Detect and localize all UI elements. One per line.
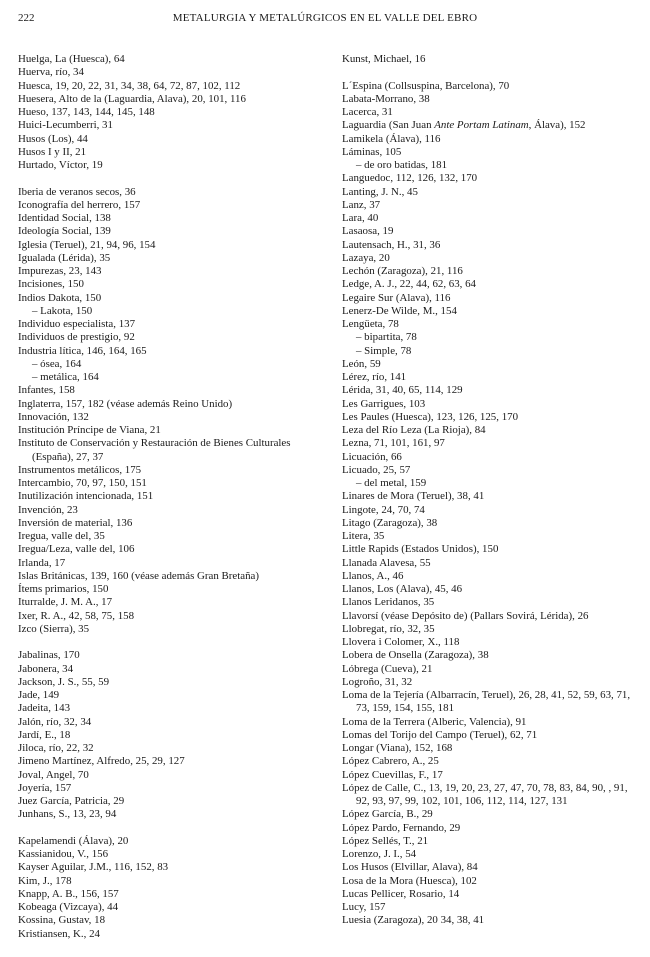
index-entry: Litago (Zaragoza), 38 [342,516,438,529]
index-entry: Iglesia (Teruel), 21, 94, 96, 154 [18,238,156,251]
index-entry: Incisiones, 150 [18,278,84,291]
index-entry-text: Laguardia (San Juan [342,119,435,132]
index-entry: Iberia de veranos secos, 36 [18,185,136,198]
index-entry: Ítems primarios, 150 [18,583,109,595]
index-entry: Kapelamendi (Álava), 20 [18,834,129,847]
index-entry: Izco (Sierra), 35 [18,622,90,635]
index-subentry: – ósea, 164 [32,357,82,370]
index-entry: Juez García, Patricia, 29 [18,795,125,807]
index-entry: Jalón, río, 32, 34 [18,715,92,728]
index-entry: Inglaterra, 157, 182 (véase además Reino Unido) [18,397,233,410]
index-entry: Lomas del Torijo del Campo (Teruel), 62, 71 [342,728,538,741]
index-entry: Litera, 35 [342,530,385,542]
index-entry: Ledge, A. J., 22, 44, 62, 63, 64 [342,278,477,291]
index-entry: Licuación, 66 [342,450,402,463]
page-number: 222 [18,12,35,24]
index-entry: Kassianidou, V., 156 [18,848,109,860]
index-entry: Iturralde, J. M. A., 17 [18,596,113,609]
index-entry: Huesca, 19, 20, 22, 31, 34, 38, 64, 72, 87, 102, 112 [18,79,241,92]
index-entry: Jade, 149 [18,689,60,701]
index-entry: Leza del Río Leza (La Rioja), 84 [342,424,486,436]
index-entry: López Cabrero, A., 25 [342,755,439,768]
index-entry: Jackson, J. S., 55, 59 [18,675,110,688]
index-entry: Joyería, 157 [18,781,72,794]
running-title: METALURGIA Y METALÚRGICOS EN EL VALLE DEL EBRO [172,12,478,24]
index-entry: Inversión de material, 136 [18,516,133,529]
index-entry: Llanada Alavesa, 55 [342,556,431,569]
index-entry: Kossina, Gustav, 18 [18,914,106,927]
index-entry: Husos (Los), 44 [18,132,88,145]
index-entry: López Cuevillas, F., 17 [342,768,443,781]
index-entry: Ideología Social, 139 [18,225,111,238]
index-entry: Junhans, S., 13, 23, 94 [18,808,117,821]
index-entry: Lóbrega (Cueva), 21 [342,662,433,675]
index-subentry: – metálica, 164 [32,371,99,383]
index-entry: Iregua, valle del, 35 [18,530,105,542]
index-entry: Intercambio, 70, 97, 150, 151 [18,477,147,489]
index-entry: Lucy, 157 [342,901,386,913]
index-entry: Kobeaga (Vizcaya), 44 [18,901,119,913]
index-entry: Llanos Leridanos, 35 [342,596,435,609]
index-entry: Lanting, J. N., 45 [342,185,418,198]
index-entry: Láminas, 105 [342,145,402,158]
index-entry: Joval, Angel, 70 [18,768,89,781]
index-column-left [18,53,318,941]
index-entry: Lucas Pellicer, Rosario, 14 [342,887,460,900]
index-entry: López Sellés, T., 21 [342,834,429,847]
index-entry: Hueso, 137, 143, 144, 145, 148 [18,106,155,118]
index-entry: Lérida, 31, 40, 65, 114, 129 [342,384,463,397]
index-entry: Llobregat, río, 32, 35 [342,622,435,635]
index-entry: Instituto de Conservación y Restauración de Bienes Culturales (España), 27, 37 [18,437,291,463]
index-entry: Lara, 40 [342,212,379,224]
index-entry [342,119,637,132]
index-entry: Knapp, A. B., 156, 157 [18,887,119,900]
index-entry: Impurezas, 23, 143 [18,265,102,277]
index-entry: López Pardo, Fernando, 29 [342,821,461,834]
index-entry: Languedoc, 112, 126, 132, 170 [342,172,478,185]
index-entry: Lasaosa, 19 [342,225,394,238]
index-entry: Lenerz-De Wilde, M., 154 [342,304,457,317]
index-entry: Huelga, La (Huesca), 64 [18,53,125,65]
index-entry: Lamikela (Álava), 116 [342,132,441,145]
index-entry: Labata-Morrano, 38 [342,92,430,105]
index-entry: Ixer, R. A., 42, 58, 75, 158 [18,609,135,622]
index-entry: Lingote, 24, 70, 74 [342,503,425,516]
index-entry: Logroño, 31, 32 [342,675,413,688]
index-subentry: – de oro batidas, 181 [356,159,448,171]
index-entry: Jardí, E., 18 [18,728,71,741]
index-entry: Inutilización intencionada, 151 [18,490,154,503]
index-entry: Luesia (Zaragoza), 20 34, 38, 41 [342,914,485,927]
index-entry: Jimeno Martínez, Alfredo, 25, 29, 127 [18,755,185,768]
index-entry: Lechón (Zaragoza), 21, 116 [342,265,463,277]
index-entry: Lengüeta, 78 [342,318,399,330]
index-subentry: – del metal, 159 [356,477,427,489]
index-entry: Little Rapids (Estados Unidos), 150 [342,543,499,556]
index-subentry: – bipartita, 78 [356,331,417,344]
index-entry: Industria lítica, 146, 164, 165 [18,344,147,357]
index-entry: Lobera de Onsella (Zaragoza), 38 [342,649,489,662]
index-entry: Llovera i Colomer, X., 118 [342,636,460,648]
index-entry: Institución Príncipe de Viana, 21 [18,424,161,436]
index-subentry: – Simple, 78 [356,344,412,357]
letter-section-gap [18,636,318,649]
index-entry: Lanz, 37 [342,198,381,211]
index-entry: Lérez, río, 141 [342,371,407,383]
index-entry: Lacerca, 31 [342,106,393,118]
index-entry: Loma de la Tejería (Albarracín, Teruel), 26, 28, 41, 52, 59, 63, 71, 73, 159, 154, 155, 181 [342,689,631,715]
index-entry: Kunst, Michael, 16 [342,53,426,65]
index-entry: Kristiansen, K., 24 [18,927,100,940]
index-entry: Iregua/Leza, valle del, 106 [18,543,135,556]
index-entry: Licuado, 25, 57 [342,463,411,476]
index-entry: Huerva, río, 34 [18,66,84,79]
index-subentry: – Lakota, 150 [32,304,93,317]
index-entry: Indios Dakota, 150 [18,291,102,304]
index-entry: Lorenzo, J. I., 54 [342,848,417,860]
index-entry: Instrumentos metálicos, 175 [18,463,142,476]
index-entry: Jadeita, 143 [18,702,71,715]
index-entry: Legaire Sur (Alava), 116 [342,291,451,304]
index-entry: Iconografía del herrero, 157 [18,198,141,211]
index-entry: Les Garrigues, 103 [342,397,426,410]
index-entry: Jabalinas, 170 [18,649,80,662]
index-entry: Invención, 23 [18,503,78,516]
index-entry: Huici-Lecumberri, 31 [18,119,113,132]
index-entry: Llavorsí (véase Depósito de) (Pallars Sovirá, Lérida), 26 [342,609,589,622]
index-entry: Lautensach, H., 31, 36 [342,238,441,251]
index-entry: Longar (Viana), 152, 168 [342,742,453,754]
index-entry-italic-text: Ante Portam Latinam [434,119,529,132]
index-entry: León, 59 [342,357,381,370]
letter-section-gap [342,66,637,79]
index-entry: Linares de Mora (Teruel), 38, 41 [342,490,485,503]
index-entry: Lezna, 71, 101, 161, 97 [342,437,445,450]
index-entry: Hurtado, Víctor, 19 [18,159,103,171]
index-entry: Irlanda, 17 [18,556,66,569]
index-entry: Les Paules (Huesca), 123, 126, 125, 170 [342,410,519,423]
index-column-right [342,53,637,928]
index-entry: Loma de la Terrera (Alberic, Valencia), 91 [342,715,527,728]
letter-section-gap [18,822,318,835]
index-entry: Lazaya, 20 [342,251,390,264]
index-entry: Innovación, 132 [18,410,89,423]
index-entry: Individuos de prestigio, 92 [18,331,135,344]
index-entry: Kayser Aguilar, J.M., 116, 152, 83 [18,861,169,874]
index-entry: Husos I y II, 21 [18,145,87,158]
index-entry: Kim, J., 178 [18,874,72,887]
index-entry-text: , Álava), 152 [528,119,586,132]
index-entry: Identidad Social, 138 [18,212,111,224]
index-entry: Huesera, Alto de la (Laguardia, Alava), 20, 101, 116 [18,92,246,105]
letter-section-gap [18,172,318,185]
index-entry: Individuo especialista, 137 [18,318,136,330]
index-entry: Los Husos (Elvillar, Alava), 84 [342,861,478,874]
index-entry: López García, B., 29 [342,808,433,821]
index-entry: López de Calle, C., 13, 19, 20, 23, 27, 47, 70, 78, 83, 84, 90, , 91, 92, 93, 97, 99, 102, 101, 106, 112, 114, 127, 131 [342,781,628,807]
index-entry: Losa de la Mora (Huesca), 102 [342,874,477,887]
page-header [18,12,632,28]
index-entry: Llanos, Los (Alava), 45, 46 [342,583,463,595]
index-entry: Igualada (Lérida), 35 [18,251,111,264]
index-entry: L´Espina (Collsuspina, Barcelona), 70 [342,79,510,92]
index-entry: Infantes, 158 [18,384,75,397]
index-entry: Islas Británicas, 139, 160 (véase además Gran Bretaña) [18,569,260,582]
index-entry: Jabonera, 34 [18,662,74,675]
index-entry: Jiloca, río, 22, 32 [18,742,94,754]
index-entry: Llanos, A., 46 [342,569,404,582]
